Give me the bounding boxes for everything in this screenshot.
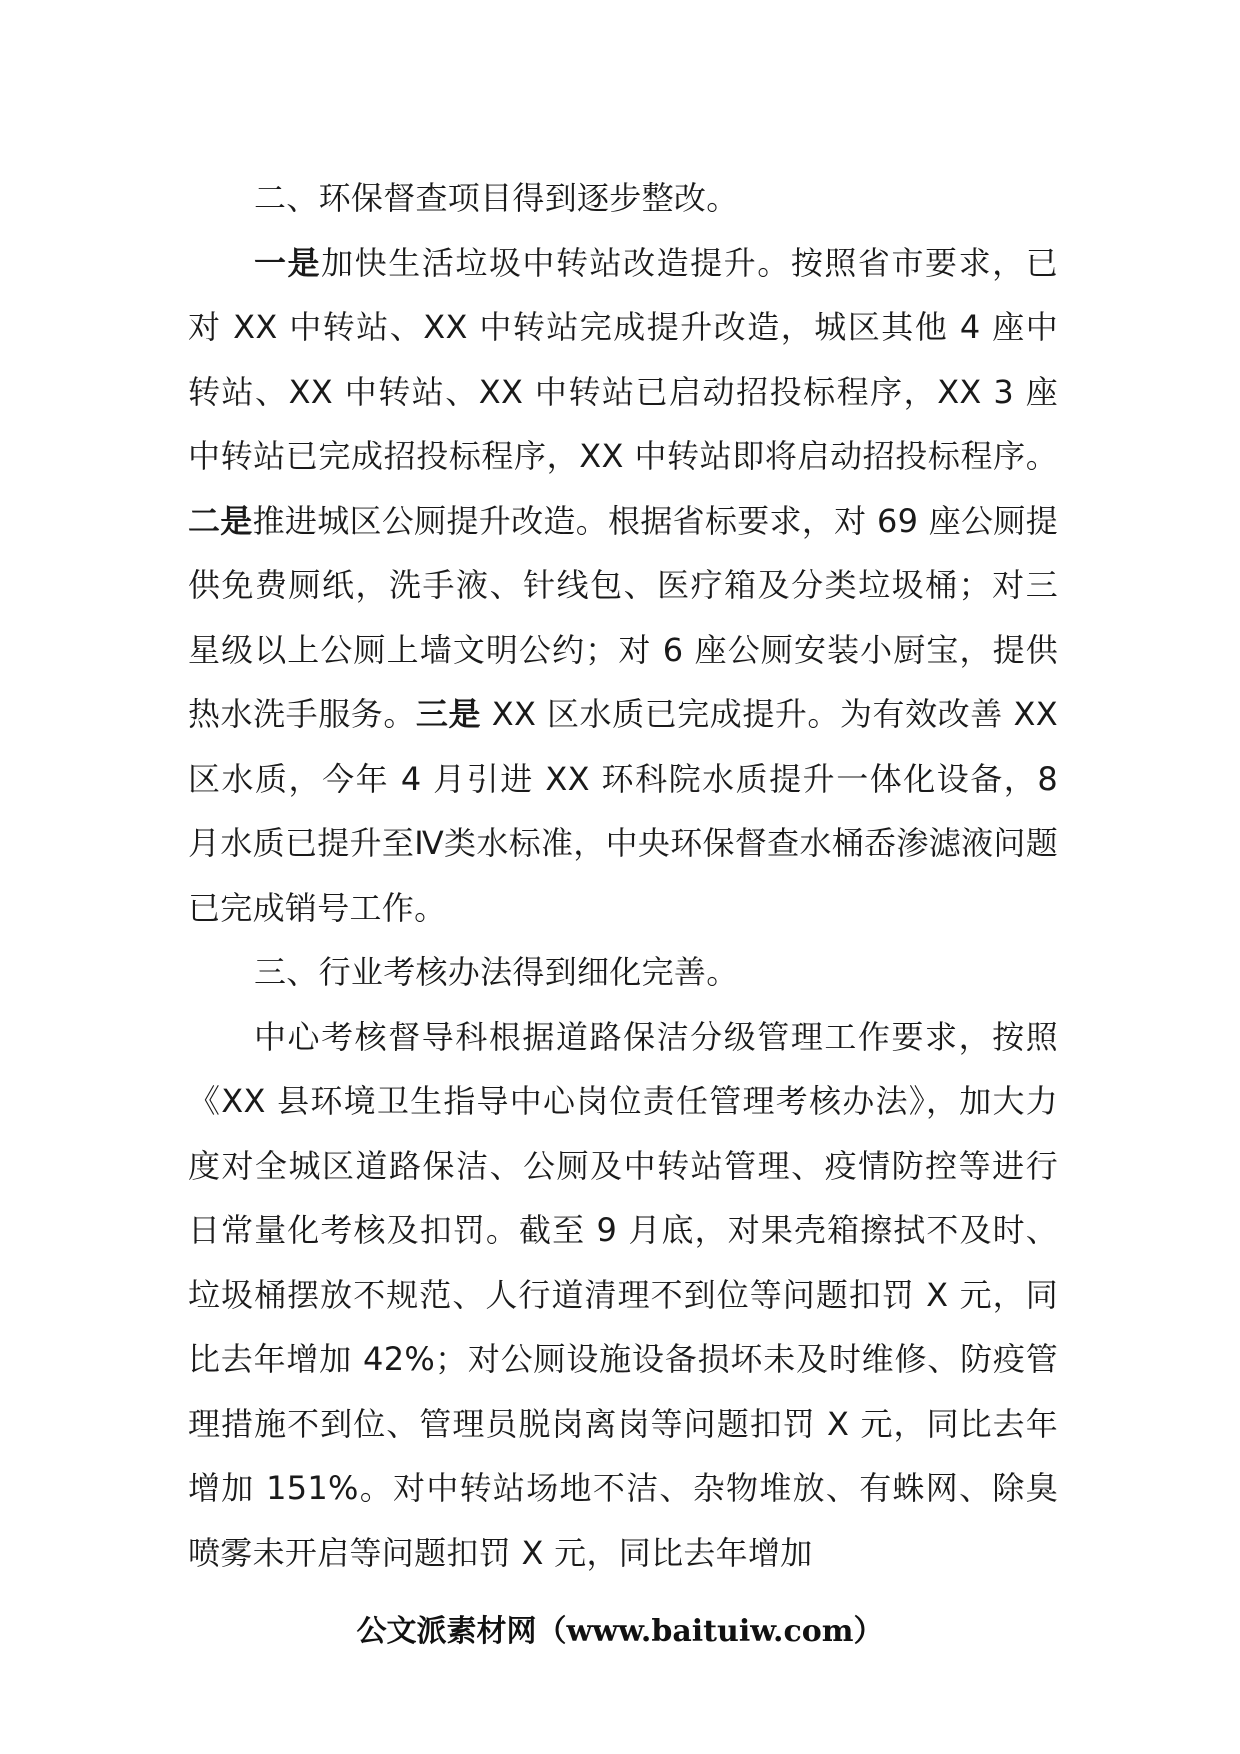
document-body [188, 166, 1058, 1585]
section-3-paragraph: 中心考核督导科根据道路保洁分级管理工作要求，按照《XX 县环境卫生指导中心岗位责任管理考核办法》，加大力度对全城区道路保洁、公厕及中转站管理、疫情防控等进行日常量化考核及扣罚。截至 9 月底，对果壳箱擦拭不及时、垃圾桶摆放不规范、人行道清理不到位等问题扣罚 X 元，同比去年增加 42%；对公厕设施设备损坏未及时维修、防疫管理措施不到位、管理员脱岗离岗等问题扣罚 X 元，同比去年增加 151%。对中转站场地不洁、杂物堆放、有蛛网、除臭喷雾未开启等问题扣罚 X 元，同比去年增加 [188, 1017, 1058, 1572]
section-heading-2: 二、环保督查项目得到逐步整改。 [254, 179, 739, 217]
footer-watermark: 公文派素材网（www.baituiw.com） [356, 1614, 884, 1649]
lead-third: 三是 [415, 695, 482, 733]
paragraph-text-first: 加快生活垃圾中转站改造提升。按照省市要求，已对 XX 中转站、XX 中转站完成提升改造，城区其他 4 座中转站、XX 中转站、XX 中转站已启动招投标程序，XX 3 座中转站已完成招投标程序，XX 中转站即将启动招投标程序。 [188, 243, 1058, 475]
lead-second: 二是 [188, 501, 253, 540]
paragraph-text-second: 推进城区公厕提升改造。根据省标要求，对 69 座公厕提供免费厕纸，洗手液、针线包、医疗箱及分类垃圾桶；对三星级以上公厕上墙文明公约；对 6 座公厕安装小厨宝，提供热水洗手服务。 [188, 501, 1058, 733]
lead-first: 一是 [254, 243, 322, 282]
paragraph-text-third: XX 区水质已完成提升。为有效改善 XX 区水质，今年 4 月引进 XX 环科院水质提升一体化设备，8 月水质已提升至Ⅳ类水标准，中央环保督查水桶岙渗滤液问题已完成销号工作。 [188, 695, 1058, 927]
section-heading-3: 三、行业考核办法得到细化完善。 [254, 953, 739, 991]
section-2-paragraph [188, 231, 1058, 941]
